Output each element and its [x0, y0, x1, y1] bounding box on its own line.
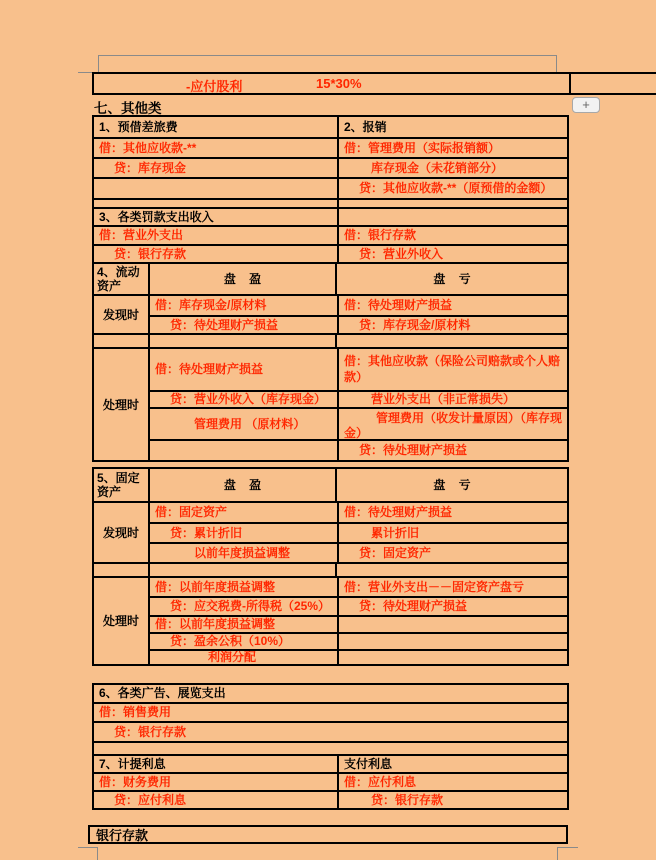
table-cell[interactable]: 借：银行存款: [337, 227, 567, 244]
table-cell[interactable]: 借：管理费用（实际报销额）: [337, 139, 567, 157]
margin-crop-mark: [78, 847, 98, 848]
table-cell[interactable]: 7、计提利息: [99, 756, 166, 771]
row-group-label[interactable]: 发现时: [102, 525, 139, 540]
table-cell[interactable]: 贷：库存现金: [114, 160, 187, 175]
table-cell[interactable]: [94, 200, 337, 207]
table-cell[interactable]: [335, 335, 567, 347]
table-cell[interactable]: 借：以前年度损益调整: [155, 616, 276, 631]
page-boundary-line: [98, 55, 557, 56]
table-cell[interactable]: [94, 335, 148, 347]
table-cell[interactable]: 2、报销: [337, 117, 567, 137]
column-header[interactable]: 盘 亏: [335, 264, 567, 294]
table-cell[interactable]: 借：营业外支出: [99, 228, 184, 242]
table-cell[interactable]: 3、各类罚款支出收入: [99, 209, 214, 224]
table-cell[interactable]: [148, 335, 335, 347]
table-cell[interactable]: 贷：营业外收入（库存现金）: [170, 392, 327, 406]
table-cell[interactable]: [94, 179, 337, 198]
table-cell[interactable]: 贷：待处理财产损益: [337, 441, 567, 460]
table-cell[interactable]: 贷：其他应收款-**（原预借的金额）: [337, 179, 567, 198]
table-cell[interactable]: 贷：累计折旧: [170, 525, 243, 540]
table-cell[interactable]: 贷：待处理财产损益: [337, 598, 567, 614]
table-cell[interactable]: 6、各类广告、展览支出: [99, 686, 226, 700]
table-cell[interactable]: [148, 564, 335, 576]
table-cell[interactable]: 贷：库存现金/原材料: [337, 317, 567, 333]
table-cell[interactable]: [337, 617, 567, 632]
table-cell[interactable]: [335, 564, 567, 576]
row-group-label[interactable]: 5、固定资产: [97, 471, 140, 499]
entry-value: 15*30%: [316, 76, 362, 91]
page-boundary-corner: [98, 55, 99, 73]
table-cell[interactable]: 利润分配: [208, 651, 257, 664]
add-row-button[interactable]: [572, 97, 600, 113]
table-cell-text: 银行存款: [96, 828, 149, 843]
page-boundary-corner: [556, 55, 557, 73]
table-cell[interactable]: 支付利息: [337, 756, 567, 772]
table-cell[interactable]: 借：销售费用: [99, 705, 172, 719]
table-cell[interactable]: 贷：银行存款: [114, 246, 187, 261]
table-cell[interactable]: 管理费用 （原材料）: [194, 416, 306, 431]
table-cell[interactable]: 借：待处理财产损益: [337, 503, 567, 522]
table-cell[interactable]: 借：其他应收款-**: [99, 140, 197, 155]
page-boundary-corner: [557, 847, 558, 860]
table-cell[interactable]: 贷：银行存款: [114, 724, 187, 739]
entry-text: -应付股利: [186, 79, 243, 94]
table-cell[interactable]: 累计折旧: [337, 524, 567, 542]
table-cell[interactable]: 以前年度损益调整: [194, 545, 291, 560]
table-cell[interactable]: 借：应付利息: [337, 774, 567, 790]
plus-icon: +: [582, 97, 590, 112]
table-cell[interactable]: 库存现金（未花销部分）: [337, 159, 567, 177]
table-cell[interactable]: [337, 634, 567, 649]
table-cell[interactable]: 1、预借差旅费: [99, 119, 178, 134]
top-strip-cell[interactable]: [92, 72, 569, 95]
table-cell[interactable]: 贷：应交税费-所得税（25%）: [170, 598, 331, 613]
table-cell[interactable]: [337, 200, 567, 207]
margin-crop-mark: [557, 847, 578, 848]
column-header[interactable]: 盘 亏: [335, 469, 567, 501]
table-cell[interactable]: 贷：盈余公积（10%）: [170, 634, 291, 648]
page-boundary-corner: [97, 847, 98, 860]
table-fixed-assets: [92, 467, 569, 666]
row-group-label[interactable]: 处理时: [102, 614, 139, 628]
table-cell[interactable]: 借：财务费用: [99, 774, 172, 789]
column-header[interactable]: 盘 盈: [148, 264, 335, 294]
table-cell[interactable]: 贷：营业外收入: [337, 246, 567, 262]
table-cell[interactable]: 借：营业外支出－－固定资产盘亏: [337, 578, 567, 596]
table-cell[interactable]: [94, 743, 567, 754]
table-cell[interactable]: 借：固定资产: [155, 505, 228, 519]
table-cell[interactable]: 营业外支出（非正常损失）: [337, 392, 567, 407]
table-cell[interactable]: 贷：固定资产: [337, 544, 567, 562]
column-header[interactable]: 盘 盈: [148, 469, 335, 501]
table-cell[interactable]: 借：以前年度损益调整: [155, 579, 276, 594]
table-other-items-1: [92, 115, 569, 462]
table-cell[interactable]: 借：库存现金/原材料: [155, 298, 267, 312]
table-cell[interactable]: [337, 651, 567, 664]
table-ads-interest: [92, 683, 569, 810]
table-cell[interactable]: [94, 564, 148, 576]
table-cell[interactable]: 贷：银行存款: [337, 792, 567, 808]
top-strip-stub-cell[interactable]: [569, 72, 656, 95]
table-cell[interactable]: 借：待处理财产损益: [337, 296, 567, 315]
section-heading[interactable]: 七、其他类: [94, 101, 162, 116]
row-group-label[interactable]: 发现时: [102, 307, 139, 322]
row-group-label[interactable]: 4、流动资产: [97, 265, 140, 293]
table-cell[interactable]: 借：其他应收款（保险公司赔款或个人赔款）: [337, 349, 567, 390]
bank-deposit-box[interactable]: [88, 825, 568, 844]
table-cell[interactable]: [337, 209, 567, 225]
row-group-label[interactable]: 处理时: [102, 397, 139, 412]
table-cell[interactable]: 借：待处理财产损益: [155, 362, 264, 376]
table-cell[interactable]: [150, 441, 337, 460]
table-cell[interactable]: 管理费用（收发计量原因）（库存现金）: [337, 409, 567, 439]
table-cell[interactable]: 贷：待处理财产损益: [170, 317, 279, 332]
table-cell[interactable]: 贷：应付利息: [114, 792, 187, 807]
